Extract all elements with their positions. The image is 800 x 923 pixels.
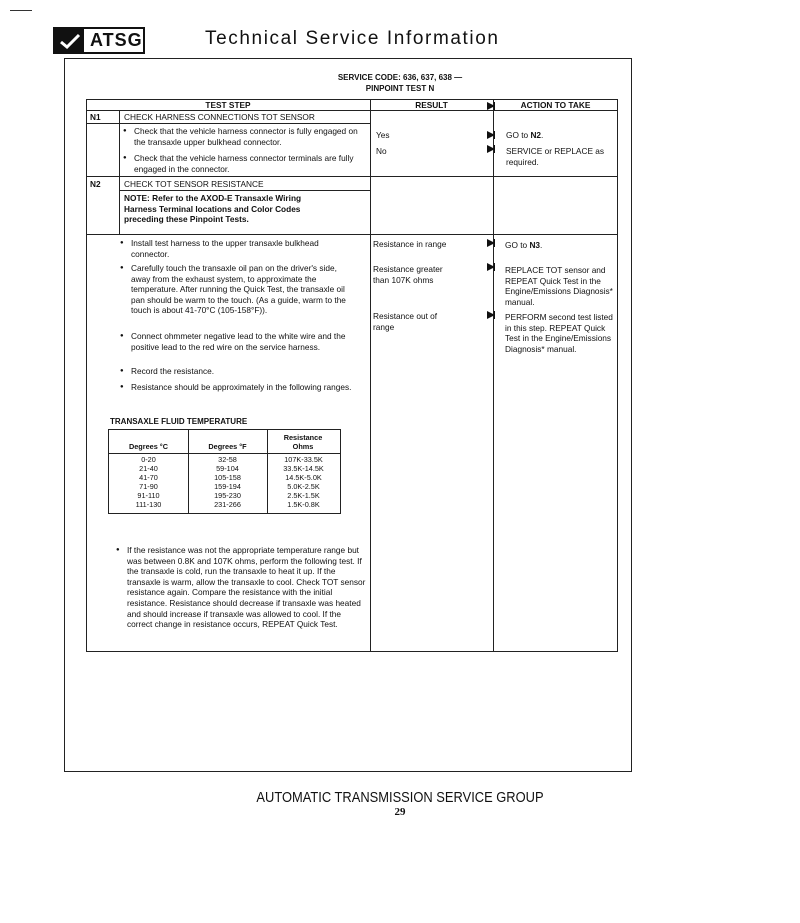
n2-note: NOTE: Refer to the AXOD-E Transaxle Wiring Harness Terminal locations and Color Codes preceding these Pinpoint Tests. [124, 193, 302, 225]
table-cell: 71-90 [139, 482, 158, 491]
table-cell: 32-58 [218, 455, 237, 464]
table-cell: 2.5K-1.5K [287, 491, 320, 500]
n1-result-yes: Yes [376, 130, 390, 140]
n2-action-2: REPLACE TOT sensor and REPEAT Quick Test in the Engine/Emissions Diagnosis* manual. [505, 265, 613, 307]
n2-action-1: GO to N3. [505, 240, 543, 250]
table-cell: 33.5K-14.5K [283, 464, 324, 473]
arrow-icon [487, 263, 495, 271]
col-degrees-f: Degrees °F [208, 442, 247, 451]
n2-bullet-5: ● Resistance should be approximately in the following ranges. [131, 382, 353, 393]
service-code: SERVICE CODE: 636, 637, 638 — [337, 73, 463, 82]
n1-bullet-1: ● Check that the vehicle harness connector is fully engaged on the transaxle upper bulkhead connector. [134, 126, 364, 147]
column-header-test-step: TEST STEP [205, 100, 251, 110]
temperature-table [108, 429, 341, 514]
id-column-divider [119, 110, 120, 234]
step-id-n2: N2 [90, 179, 101, 189]
pinpoint-test-title: PINPOINT TEST N [365, 84, 435, 93]
n2-title-divider [119, 190, 370, 191]
n1-action-1: GO to N2. [506, 130, 544, 140]
temp-table-title: TRANSAXLE FLUID TEMPERATURE [110, 417, 248, 426]
table-cell: 231-266 [214, 500, 241, 509]
table-cell: 195-230 [214, 491, 241, 500]
table-cell: 105-158 [214, 473, 241, 482]
n1-result-no: No [376, 146, 387, 156]
table-cell: 91-110 [137, 491, 160, 500]
n2-title: CHECK TOT SENSOR RESISTANCE [124, 179, 264, 189]
page-number: 29 [394, 806, 406, 818]
table-cell: 111-130 [135, 500, 162, 509]
table-cell: 41-70 [139, 473, 158, 482]
arrow-icon [487, 131, 495, 139]
table-cell: 21-40 [139, 464, 158, 473]
footer-org: AUTOMATIC TRANSMISSION SERVICE GROUP [256, 789, 544, 806]
n2-note-divider [86, 234, 618, 235]
step-column-divider [370, 99, 371, 652]
n2-result-in-range: Resistance in range [373, 239, 447, 249]
check-mark-icon [55, 29, 84, 52]
table-header-divider [109, 453, 340, 454]
column-header-result: RESULT [415, 100, 448, 110]
n1-title: CHECK HARNESS CONNECTIONS TOT SENSOR [124, 112, 315, 122]
col-degrees-c: Degrees °C [128, 442, 168, 451]
step-id-n1: N1 [90, 112, 101, 122]
page-title: Technical Service Information [205, 28, 500, 49]
table-cell: 59-104 [216, 464, 239, 473]
arrow-icon [487, 239, 495, 247]
table-cell: 159-194 [214, 482, 241, 491]
col-resistance: Resistance Ohms [283, 433, 323, 451]
atsg-logo [53, 27, 145, 54]
n1-n2-divider [86, 176, 618, 177]
table-cell: 14.5K-5.0K [285, 473, 322, 482]
corner-rule [10, 10, 32, 11]
n1-action-2: SERVICE or REPLACE as required. [506, 146, 605, 167]
n2-result-greater: Resistance greater than 107K ohms [373, 264, 443, 285]
table-cell: 107K-33.5K [284, 455, 323, 464]
logo-text: ATSG [90, 30, 143, 50]
n2-bullet-2: ● Carefully touch the transaxle oil pan on the driver's side, away from the exhaust system, to approximate the temperature. After running the Quick Test, the transaxle oil pan should be warm to the touch. (As a guide, warm to the touch is about 41-70°C (105-158°F)). [131, 263, 357, 316]
n2-final-bullet: ● If the resistance was not the appropriate temperature range but was between 0.8K and 107K ohms, perform the following test. If the transaxle is cold, run the transaxle to heat it up. If the transaxle is warm, allow the transaxle to cool. Check TOT sensor resistance again. Compare the resistance with the initial resistance. Resistance should decrease if transaxle was heated and should increase if transaxle was allowed to cool. If the correct change in resistance occurs, REPEAT Quick Test. [127, 545, 367, 630]
result-column-divider [493, 99, 494, 652]
column-header-action: ACTION TO TAKE [520, 100, 591, 110]
n1-bullet-2: ● Check that the vehicle harness connector terminals are fully engaged in the connector. [134, 153, 362, 174]
arrow-icon [487, 311, 495, 319]
n2-bullet-1: ● Install test harness to the upper transaxle bulkhead connector. [131, 238, 356, 259]
n2-result-out-of-range: Resistance out of range [373, 311, 438, 332]
table-cell: 5.0K-2.5K [287, 482, 320, 491]
table-cell: 1.5K-0.8K [287, 500, 320, 509]
n2-bullet-3: ● Connect ohmmeter negative lead to the white wire and the positive lead to the red wire on the service harness. [131, 331, 351, 352]
table-cell: 0-20 [141, 455, 156, 464]
n2-action-3: PERFORM second test listed in this step. REPEAT Quick Test in the Engine/Emissions Diagnosis* manual. [505, 312, 613, 354]
arrow-icon [487, 145, 495, 153]
n1-title-divider [86, 123, 370, 124]
n2-bullet-4: ● Record the resistance. [131, 366, 351, 377]
